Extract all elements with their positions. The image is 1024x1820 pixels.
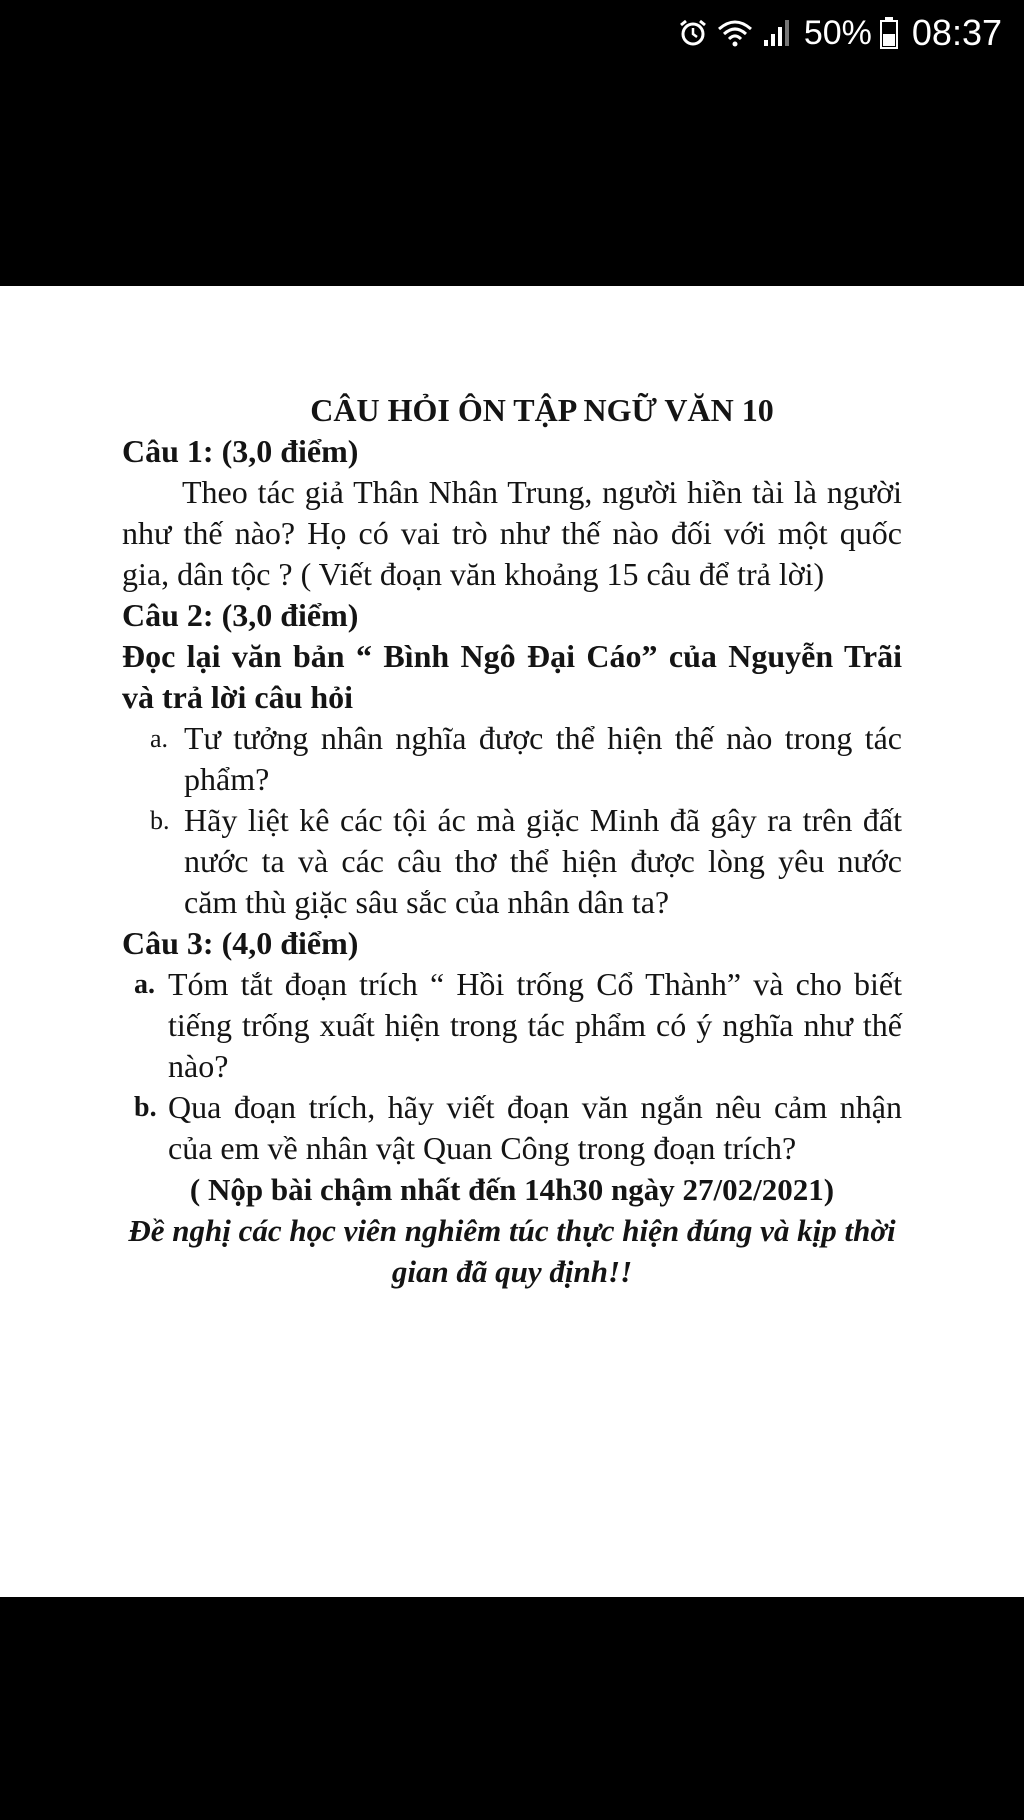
document-image xyxy=(0,286,1024,1597)
status-bar xyxy=(0,0,1024,66)
deadline-notice: ( Nộp bài chậm nhất đến 14h30 ngày 27/02/2021) xyxy=(189,1172,835,1207)
q3-heading: Câu 3: (4,0 điểm) xyxy=(122,925,359,961)
status-icons xyxy=(678,10,1002,56)
q2-intro: Đọc lại văn bản “ Bình Ngô Đại Cáo” của Nguyễn Trãi và trả lời câu hỏi xyxy=(122,638,902,715)
q3-item-b xyxy=(134,1087,902,1169)
q2-item-a-text: Tư tưởng nhân nghĩa được thể hiện thế nào trong tác phẩm? xyxy=(184,720,902,797)
q2-item-a-marker: a. xyxy=(150,724,169,753)
q3-item-a-marker: a. xyxy=(134,969,155,1000)
q2-heading: Câu 2: (3,0 điểm) xyxy=(122,597,359,633)
status-time: 08:37 xyxy=(911,12,1002,53)
q2-item-b xyxy=(150,800,902,923)
q2-item-b-marker: b. xyxy=(150,806,170,835)
q2-item-b-text: Hãy liệt kê các tội ác mà giặc Minh đã gây ra trên đất nước ta và các câu thơ thể hiện được lòng yêu nước căm thù giặc sâu sắc của nhân dân ta? xyxy=(184,802,902,920)
document-content xyxy=(122,390,902,1292)
q2-item-a xyxy=(150,718,902,800)
wifi-icon xyxy=(716,18,754,48)
q3-item-b-marker: b. xyxy=(134,1092,157,1123)
q3-item-b-text: Qua đoạn trích, hãy viết đoạn văn ngắn nêu cảm nhận của em về nhân vật Quan Công trong đoạn trích? xyxy=(168,1089,902,1166)
q1-text: Theo tác giả Thân Nhân Trung, người hiền tài là người như thế nào? Họ có vai trò như thế nào đối với một quốc gia, dân tộc ? ( Viết đoạn văn khoảng 15 câu để trả lời) xyxy=(122,474,902,592)
document-title: CÂU HỎI ÔN TẬP NGỮ VĂN 10 xyxy=(310,392,774,428)
battery-icon xyxy=(880,17,898,49)
q3-item-a xyxy=(134,964,902,1087)
q3-item-a-text: Tóm tắt đoạn trích “ Hồi trống Cổ Thành” và cho biết tiếng trống xuất hiện trong tác phẩm có ý nghĩa như thế nào? xyxy=(168,966,902,1084)
closing-note: Đề nghị các học viên nghiêm túc thực hiện đúng và kịp thời gian đã quy định!! xyxy=(128,1213,896,1289)
alarm-icon xyxy=(678,18,708,48)
q1-heading: Câu 1: (3,0 điểm) xyxy=(122,433,359,469)
signal-icon xyxy=(762,18,792,48)
battery-percent: 50% xyxy=(803,13,872,52)
